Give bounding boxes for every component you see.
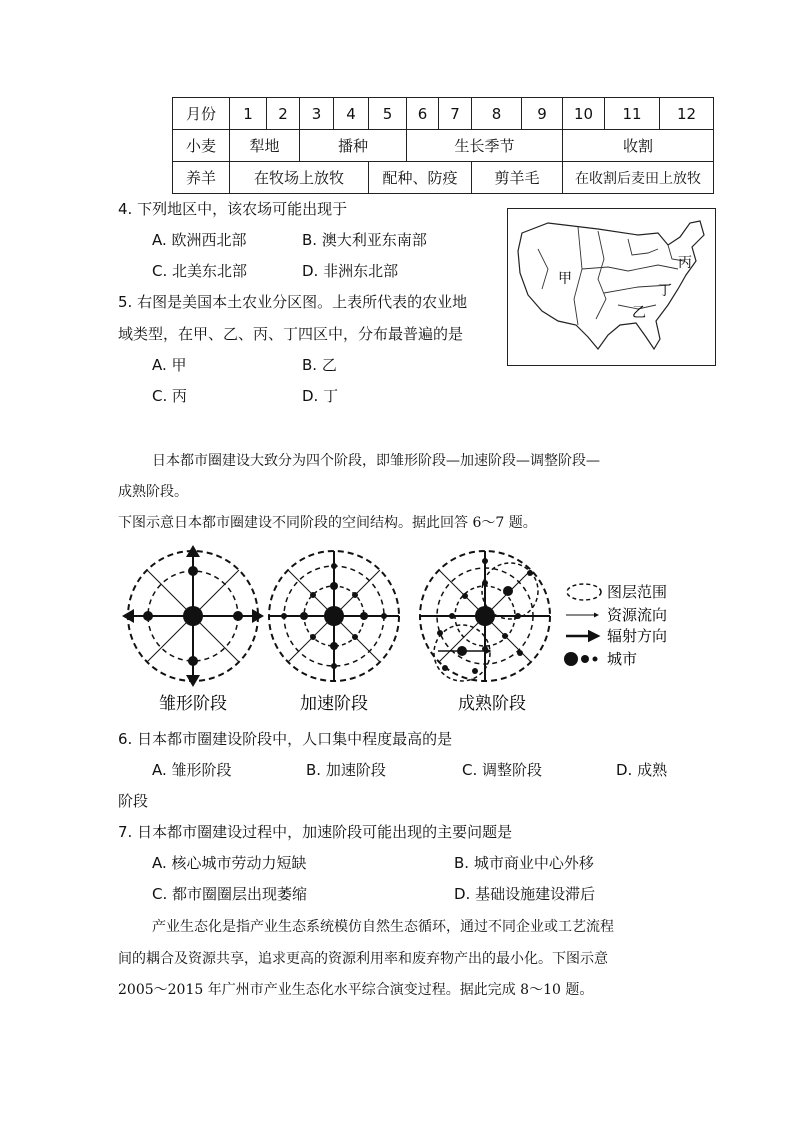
stage-cell: 播种: [300, 130, 407, 162]
stage-cell: 在牧场上放牧: [230, 162, 369, 194]
stage-cell: 犁地: [230, 130, 300, 162]
month-cell: 2: [267, 98, 300, 130]
legend-layer-icon: [567, 584, 601, 600]
metro-stages-figure: [120, 543, 680, 713]
q5-option-a: A. 甲: [152, 356, 187, 374]
passage1-line3: 下图示意日本都市圈建设不同阶段的空间结构。据此回答 6～7 题。: [118, 515, 537, 531]
q7-option-c: C. 都市圈圈层出现萎缩: [152, 885, 308, 903]
table-header-label: 月份: [173, 98, 230, 130]
month-cell: 11: [605, 98, 660, 130]
q6-stem: 6. 日本都市圈建设阶段中，人口集中程度最高的是: [118, 730, 453, 748]
stage2-label: 加速阶段: [300, 694, 368, 713]
q5-option-b: B. 乙: [302, 356, 337, 374]
passage1-line1: 日本都市圈建设大致分为四个阶段，即雏形阶段—加速阶段—调整阶段—: [152, 453, 600, 469]
passage2-line3: 2005～2015 年广州市产业生态化水平综合演变过程。据此完成 8～10 题。: [118, 982, 594, 998]
month-cell: 3: [300, 98, 334, 130]
month-cell: 9: [522, 98, 563, 130]
passage1-line2: 成熟阶段。: [118, 484, 188, 500]
q6-option-b: B. 加速阶段: [306, 761, 386, 779]
legend-layer-label: 图层范围: [607, 583, 668, 601]
q4-stem: 4. 下列地区中，该农场可能出现于: [118, 200, 348, 218]
q6-option-c: C. 调整阶段: [462, 761, 543, 779]
stage-cell: 剪羊毛: [472, 162, 563, 194]
stage2-figure: [269, 551, 399, 681]
stage3-label: 成熟阶段: [458, 694, 526, 713]
month-cell: 12: [660, 98, 714, 130]
map-region-label: 丙: [678, 255, 692, 271]
month-cell: 1: [230, 98, 267, 130]
legend-flow-label: 资源流向: [607, 606, 668, 624]
q7-option-b: B. 城市商业中心外移: [454, 854, 594, 872]
table-row-months: [173, 98, 714, 130]
metro-stages-diagram: [120, 543, 680, 713]
q4-option-a: A. 欧洲西北部: [152, 231, 247, 249]
month-cell: 4: [334, 98, 369, 130]
table-row-wheat: [173, 130, 714, 162]
legend-city-icon: [564, 652, 578, 666]
legend-radiation-label: 辐射方向: [607, 627, 668, 645]
q4-option-c: C. 北美东北部: [152, 262, 248, 280]
stage1-figure: [122, 545, 264, 687]
q6-option-a: A. 雏形阶段: [152, 761, 232, 779]
month-cell: 6: [407, 98, 439, 130]
map-region-label: 甲: [558, 271, 572, 287]
map-region-label: 乙: [632, 305, 646, 321]
q5-option-d: D. 丁: [302, 387, 339, 405]
month-cell: 7: [439, 98, 472, 130]
legend: [564, 583, 667, 668]
farm-schedule-table: [172, 97, 714, 194]
us-agriculture-map: [507, 208, 716, 366]
q6-option-d: D. 成熟: [616, 761, 668, 779]
q7-option-d: D. 基础设施建设滞后: [454, 885, 596, 903]
q7-option-a: A. 核心城市劳动力短缺: [152, 854, 307, 872]
passage2-line1: 产业生态化是指产业生态系统模仿自然生态循环，通过不同企业或工艺流程: [152, 919, 614, 935]
stage-cell: 在收割后麦田上放牧: [563, 162, 714, 194]
passage2-line2: 间的耦合及资源共享，追求更高的资源利用率和废弃物产出的最小化。下图示意: [118, 951, 608, 967]
stage-cell: 收割: [563, 130, 714, 162]
map-region-label: 丁: [658, 283, 672, 299]
month-cell: 5: [369, 98, 407, 130]
q6-option-d-continued: 阶段: [118, 792, 149, 810]
q5-stem-line2: 域类型，在甲、乙、丙、丁四区中，分布最普遍的是: [118, 325, 464, 343]
row-label: 养羊: [173, 162, 230, 194]
q5-stem-line1: 5. 右图是美国本土农业分区图。上表所代表的农业地: [118, 293, 468, 311]
stage3-figure: [420, 551, 550, 681]
q7-stem: 7. 日本都市圈建设过程中，加速阶段可能出现的主要问题是: [118, 823, 513, 841]
row-label: 小麦: [173, 130, 230, 162]
q4-option-d: D. 非洲东北部: [302, 262, 399, 280]
legend-city-label: 城市: [607, 650, 638, 668]
table-row-sheep: [173, 162, 714, 194]
stage-cell: 生长季节: [407, 130, 563, 162]
month-cell: 10: [563, 98, 605, 130]
month-cell: 8: [472, 98, 522, 130]
q5-option-c: C. 丙: [152, 387, 188, 405]
stage1-label: 雏形阶段: [159, 694, 227, 713]
q4-option-b: B. 澳大利亚东南部: [302, 231, 427, 249]
stage-cell: 配种、防疫: [369, 162, 472, 194]
us-map-outline: [508, 209, 715, 365]
